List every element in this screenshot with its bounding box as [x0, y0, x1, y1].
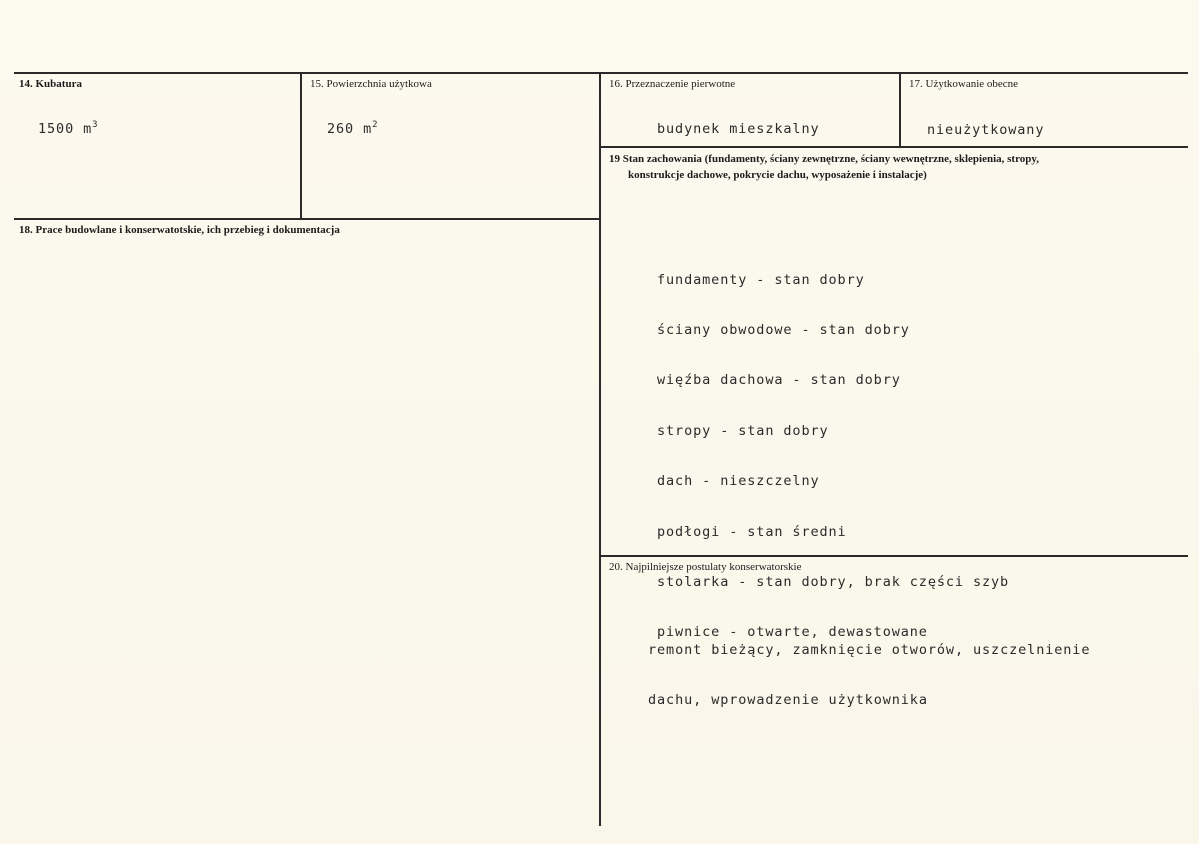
field-19-label-line-1: 19 Stan zachowania (fundamenty, ściany zewnętrzne, ściany wewnętrzne, sklepienia, stropy, — [609, 153, 1040, 165]
field-19-line: stropy - stan dobry — [657, 422, 829, 439]
divider-f16-f19 — [600, 146, 1188, 148]
field-19-line: ściany obwodowe - stan dobry — [657, 321, 910, 338]
field-19-line: podłogi - stan średni — [657, 523, 847, 540]
field-20-line: remont bieżący, zamknięcie otworów, uszczelnienie — [648, 641, 1091, 658]
field-15-unit-power: 2 — [372, 120, 378, 130]
field-17-label: 17. Użytkowanie obecne — [909, 78, 1019, 90]
field-14-value-text: 1500 m — [38, 121, 93, 137]
field-14-value — [38, 117, 98, 138]
field-16-value: budynek mieszkalny — [657, 121, 820, 137]
divider-f14-f15 — [300, 72, 302, 218]
field-14-unit-power: 3 — [92, 120, 98, 130]
field-19-line: więźba dachowa - stan dobry — [657, 372, 901, 389]
field-15-value-text: 260 m — [327, 121, 373, 137]
divider-f16-f17 — [899, 72, 901, 146]
field-19-line: piwnice - otwarte, dewastowane — [657, 624, 928, 641]
top-border — [14, 72, 1188, 74]
field-20-line: dachu, wprowadzenie użytkownika — [648, 691, 928, 708]
divider-f14-f18 — [14, 218, 600, 220]
field-15-value — [327, 117, 378, 138]
field-14-label: 14. Kubatura — [19, 78, 82, 90]
field-17-value: nieużytkowany — [927, 122, 1045, 138]
field-16-label: 16. Przeznaczenie pierwotne — [609, 78, 736, 90]
field-19-label-line-2: konstrukcje dachowe, pokrycie dachu, wyposażenie i instalacje) — [628, 169, 927, 181]
field-15-label: 15. Powierzchnia użytkowa — [310, 78, 432, 90]
divider-left-right — [599, 72, 601, 826]
field-19-line: stolarka - stan dobry, brak części szyb — [657, 573, 1010, 590]
field-18-label: 18. Prace budowlane i konserwatotskie, ich przebieg i dokumentacja — [19, 224, 340, 236]
field-19-line: fundamenty - stan dobry — [657, 271, 865, 288]
field-19-line: dach - nieszczelny — [657, 473, 820, 490]
field-20-label: 20. Najpilniejsze postulaty konserwatorskie — [609, 561, 802, 573]
field-20-text — [648, 608, 1090, 742]
